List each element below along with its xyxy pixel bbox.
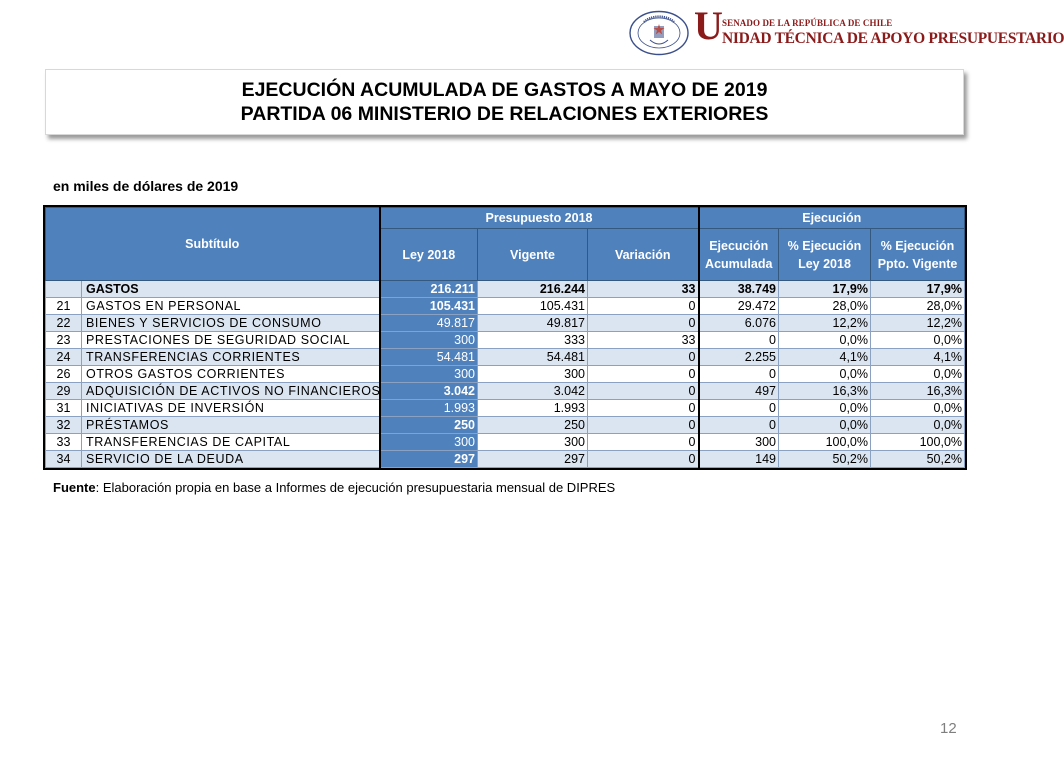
row-ley: 49.817	[380, 315, 478, 332]
row-num: 21	[46, 298, 82, 315]
row-pct-ley: 100,0%	[779, 434, 871, 451]
row-variacion: 0	[588, 451, 699, 468]
senate-seal-icon	[628, 10, 690, 56]
header-variacion: Variación	[588, 229, 699, 281]
row-ejecucion: 0	[699, 400, 779, 417]
page-number: 12	[940, 720, 957, 737]
row-variacion: 0	[588, 366, 699, 383]
row-vigente: 1.993	[478, 400, 588, 417]
row-num: 34	[46, 451, 82, 468]
row-ejecucion: 6.076	[699, 315, 779, 332]
row-ley: 300	[380, 434, 478, 451]
row-name: PRÉSTAMOS	[82, 417, 380, 434]
table-row	[46, 451, 965, 468]
header-subtitulo: Subtítulo	[46, 208, 380, 281]
row-num: 26	[46, 366, 82, 383]
page-title: EJECUCIÓN ACUMULADA DE GASTOS A MAYO DE 2019	[241, 79, 768, 101]
row-ejecucion: 300	[699, 434, 779, 451]
source-note	[53, 480, 615, 495]
row-ejecucion: 29.472	[699, 298, 779, 315]
row-variacion: 0	[588, 400, 699, 417]
row-vigente: 250	[478, 417, 588, 434]
row-num: 31	[46, 400, 82, 417]
row-ejecucion: 2.255	[699, 349, 779, 366]
row-name: TRANSFERENCIAS CORRIENTES	[82, 349, 380, 366]
row-variacion: 0	[588, 298, 699, 315]
senate-logo	[628, 3, 1064, 56]
row-num: 33	[46, 434, 82, 451]
row-ejecucion: 0	[699, 417, 779, 434]
row-ley: 297	[380, 451, 478, 468]
row-vigente: 49.817	[478, 315, 588, 332]
source-label: Fuente	[53, 480, 96, 495]
row-ejecucion: 0	[699, 366, 779, 383]
row-pct-ley: 4,1%	[779, 349, 871, 366]
row-num: 22	[46, 315, 82, 332]
budget-table	[45, 207, 965, 468]
header-pct-ley: % Ejecución Ley 2018	[779, 229, 871, 281]
title-box	[45, 69, 964, 135]
row-vigente: 54.481	[478, 349, 588, 366]
row-pct-vigente: 4,1%	[871, 349, 965, 366]
row-pct-vigente: 0,0%	[871, 400, 965, 417]
row-ejecucion: 0	[699, 332, 779, 349]
header-presupuesto: Presupuesto 2018	[380, 208, 699, 229]
row-pct-vigente: 100,0%	[871, 434, 965, 451]
row-ley: 300	[380, 332, 478, 349]
row-ley: 54.481	[380, 349, 478, 366]
header-ley: Ley 2018	[380, 229, 478, 281]
row-vigente: 3.042	[478, 383, 588, 400]
row-pct-vigente: 28,0%	[871, 298, 965, 315]
header-pct-vigente: % Ejecución Ppto. Vigente	[871, 229, 965, 281]
row-pct-ley: 0,0%	[779, 366, 871, 383]
row-ley: 105.431	[380, 298, 478, 315]
row-vigente: 333	[478, 332, 588, 349]
row-num	[46, 281, 82, 298]
header-ejecucion: Ejecución	[699, 208, 965, 229]
row-vigente: 105.431	[478, 298, 588, 315]
row-pct-ley: 0,0%	[779, 417, 871, 434]
row-vigente: 300	[478, 434, 588, 451]
row-pct-vigente: 0,0%	[871, 366, 965, 383]
row-variacion: 0	[588, 383, 699, 400]
row-ejecucion: 497	[699, 383, 779, 400]
row-variacion: 33	[588, 332, 699, 349]
row-name: SERVICIO DE LA DEUDA	[82, 451, 380, 468]
row-pct-vigente: 17,9%	[871, 281, 965, 298]
table-row	[46, 400, 965, 417]
row-pct-ley: 50,2%	[779, 451, 871, 468]
row-ley: 216.211	[380, 281, 478, 298]
logo-line-2: NIDAD TÉCNICA DE APOYO PRESUPUESTARIO	[722, 30, 1064, 47]
table-row	[46, 366, 965, 383]
row-pct-ley: 28,0%	[779, 298, 871, 315]
table-row	[46, 383, 965, 400]
row-variacion: 33	[588, 281, 699, 298]
row-pct-ley: 16,3%	[779, 383, 871, 400]
row-ley: 1.993	[380, 400, 478, 417]
row-name: PRESTACIONES DE SEGURIDAD SOCIAL	[82, 332, 380, 349]
row-pct-vigente: 50,2%	[871, 451, 965, 468]
row-variacion: 0	[588, 349, 699, 366]
table-row	[46, 434, 965, 451]
table-row	[46, 332, 965, 349]
row-variacion: 0	[588, 434, 699, 451]
table-row	[46, 315, 965, 332]
row-name: OTROS GASTOS CORRIENTES	[82, 366, 380, 383]
row-num: 32	[46, 417, 82, 434]
row-name: INICIATIVAS DE INVERSIÓN	[82, 400, 380, 417]
row-num: 23	[46, 332, 82, 349]
row-name: BIENES Y SERVICIOS DE CONSUMO	[82, 315, 380, 332]
row-pct-vigente: 0,0%	[871, 332, 965, 349]
source-text: : Elaboración propia en base a Informes de ejecución presupuestaria mensual de DIPRES	[95, 480, 616, 495]
logo-line-1: SENADO DE LA REPÚBLICA DE CHILE	[722, 18, 893, 28]
row-pct-ley: 0,0%	[779, 400, 871, 417]
row-pct-vigente: 12,2%	[871, 315, 965, 332]
row-name: GASTOS	[82, 281, 380, 298]
table-row-total	[46, 281, 965, 298]
row-ley: 3.042	[380, 383, 478, 400]
units-label: en miles de dólares de 2019	[53, 178, 239, 194]
table-row	[46, 417, 965, 434]
row-variacion: 0	[588, 417, 699, 434]
row-vigente: 216.244	[478, 281, 588, 298]
row-ejecucion: 149	[699, 451, 779, 468]
row-pct-ley: 12,2%	[779, 315, 871, 332]
row-variacion: 0	[588, 315, 699, 332]
row-name: GASTOS EN PERSONAL	[82, 298, 380, 315]
row-vigente: 297	[478, 451, 588, 468]
row-name: ADQUISICIÓN DE ACTIVOS NO FINANCIEROS	[82, 383, 380, 400]
row-ley: 250	[380, 417, 478, 434]
table-row	[46, 298, 965, 315]
row-pct-ley: 0,0%	[779, 332, 871, 349]
row-pct-vigente: 16,3%	[871, 383, 965, 400]
row-ejecucion: 38.749	[699, 281, 779, 298]
table-row	[46, 349, 965, 366]
row-vigente: 300	[478, 366, 588, 383]
row-num: 29	[46, 383, 82, 400]
page-subtitle: PARTIDA 06 MINISTERIO DE RELACIONES EXTERIORES	[240, 103, 769, 125]
row-pct-vigente: 0,0%	[871, 417, 965, 434]
row-ley: 300	[380, 366, 478, 383]
row-name: TRANSFERENCIAS DE CAPITAL	[82, 434, 380, 451]
row-num: 24	[46, 349, 82, 366]
header-vigente: Vigente	[478, 229, 588, 281]
logo-letter: U	[694, 3, 723, 48]
header-ejec-acumulada: Ejecución Acumulada	[699, 229, 779, 281]
row-pct-ley: 17,9%	[779, 281, 871, 298]
